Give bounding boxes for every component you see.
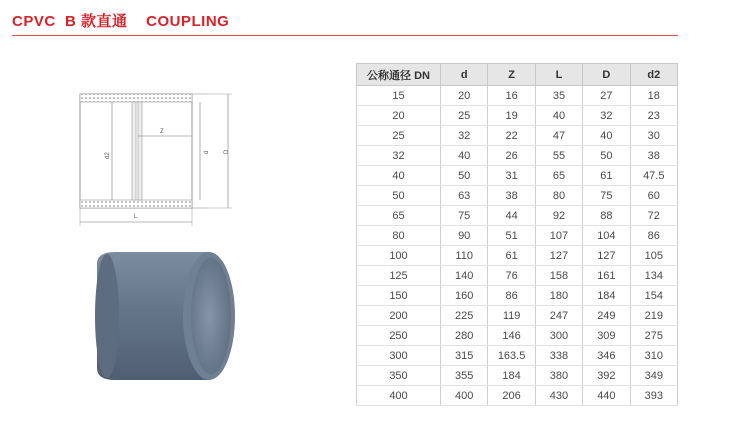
cell-dn: 65: [357, 206, 441, 226]
cell-l: 107: [535, 226, 582, 246]
title-divider: [12, 35, 678, 36]
cell-z: 184: [488, 366, 535, 386]
cell-D: 440: [583, 386, 630, 406]
cell-d: 140: [441, 266, 488, 286]
coupling-section-drawing: [60, 88, 250, 238]
cell-d: 75: [441, 206, 488, 226]
cell-d2: 219: [630, 306, 677, 326]
cell-D: 27: [583, 86, 630, 106]
cell-l: 55: [535, 146, 582, 166]
cell-l: 380: [535, 366, 582, 386]
center-stop-right: [138, 102, 142, 200]
cell-d2: 30: [630, 126, 677, 146]
table-row: [357, 266, 678, 286]
cell-d2: 105: [630, 246, 677, 266]
cell-d: 280: [441, 326, 488, 346]
cell-dn: 32: [357, 146, 441, 166]
cell-l: 300: [535, 326, 582, 346]
cell-d2: 60: [630, 186, 677, 206]
col-header-D: D: [583, 64, 630, 86]
cell-l: 338: [535, 346, 582, 366]
table-row: [357, 206, 678, 226]
table-row: [357, 146, 678, 166]
cell-dn: 200: [357, 306, 441, 326]
cell-dn: 15: [357, 86, 441, 106]
cell-D: 88: [583, 206, 630, 226]
cell-l: 158: [535, 266, 582, 286]
cell-l: 247: [535, 306, 582, 326]
cell-z: 38: [488, 186, 535, 206]
coupling-left-end: [95, 254, 119, 378]
col-header-d2: d2: [630, 64, 677, 86]
table-row: [357, 346, 678, 366]
cell-d2: 38: [630, 146, 677, 166]
cell-d2: 23: [630, 106, 677, 126]
table-row: [357, 326, 678, 346]
cell-z: 163.5: [488, 346, 535, 366]
cell-D: 309: [583, 326, 630, 346]
table-row: [357, 306, 678, 326]
table-row: [357, 86, 678, 106]
cell-D: 161: [583, 266, 630, 286]
cell-D: 32: [583, 106, 630, 126]
cell-z: 119: [488, 306, 535, 326]
cell-d2: 86: [630, 226, 677, 246]
cell-l: 35: [535, 86, 582, 106]
page-title: CPVC B 款直通 COUPLING: [12, 13, 230, 30]
cell-d: 40: [441, 146, 488, 166]
bottom-wall-hatch: [80, 200, 192, 208]
cell-l: 65: [535, 166, 582, 186]
cell-dn: 100: [357, 246, 441, 266]
cell-d: 225: [441, 306, 488, 326]
table-row: [357, 186, 678, 206]
cell-d2: 72: [630, 206, 677, 226]
cell-d: 315: [441, 346, 488, 366]
cell-D: 50: [583, 146, 630, 166]
cell-dn: 50: [357, 186, 441, 206]
col-header-dn: 公称通径 DN: [357, 64, 441, 86]
table-row: [357, 366, 678, 386]
cell-dn: 400: [357, 386, 441, 406]
cell-l: 127: [535, 246, 582, 266]
cell-D: 184: [583, 286, 630, 306]
cell-dn: 25: [357, 126, 441, 146]
table-row: [357, 226, 678, 246]
cell-z: 51: [488, 226, 535, 246]
d-label: d: [204, 150, 210, 154]
cell-d2: 154: [630, 286, 677, 306]
cell-z: 44: [488, 206, 535, 226]
coupling-opening: [191, 258, 231, 374]
cell-dn: 20: [357, 106, 441, 126]
cell-dn: 350: [357, 366, 441, 386]
cell-z: 61: [488, 246, 535, 266]
cell-d: 32: [441, 126, 488, 146]
table-row: [357, 286, 678, 306]
cell-d: 110: [441, 246, 488, 266]
cell-D: 104: [583, 226, 630, 246]
table-row: [357, 106, 678, 126]
col-header-d: d: [441, 64, 488, 86]
cell-d: 160: [441, 286, 488, 306]
table-header-row: [357, 64, 678, 86]
table-row: [357, 166, 678, 186]
cell-d2: 393: [630, 386, 677, 406]
cell-d2: 275: [630, 326, 677, 346]
cell-d2: 18: [630, 86, 677, 106]
cell-D: 75: [583, 186, 630, 206]
table-row: [357, 126, 678, 146]
cell-dn: 300: [357, 346, 441, 366]
cell-l: 47: [535, 126, 582, 146]
coupling-product-image: [85, 242, 240, 392]
cell-dn: 125: [357, 266, 441, 286]
cell-D: 346: [583, 346, 630, 366]
L-label: L: [134, 214, 138, 220]
cell-d: 90: [441, 226, 488, 246]
table-row: [357, 386, 678, 406]
cell-dn: 150: [357, 286, 441, 306]
cell-z: 206: [488, 386, 535, 406]
col-header-l: L: [535, 64, 582, 86]
cell-z: 22: [488, 126, 535, 146]
cell-d: 400: [441, 386, 488, 406]
cell-z: 146: [488, 326, 535, 346]
cell-z: 31: [488, 166, 535, 186]
cell-z: 76: [488, 266, 535, 286]
col-header-z: Z: [488, 64, 535, 86]
cell-z: 86: [488, 286, 535, 306]
cell-l: 40: [535, 106, 582, 126]
cell-z: 16: [488, 86, 535, 106]
cell-d2: 349: [630, 366, 677, 386]
cell-D: 392: [583, 366, 630, 386]
cell-d2: 47.5: [630, 166, 677, 186]
spec-table: [356, 63, 678, 406]
cell-z: 19: [488, 106, 535, 126]
cell-l: 92: [535, 206, 582, 226]
D-label: D: [224, 149, 230, 154]
cell-l: 180: [535, 286, 582, 306]
cell-D: 127: [583, 246, 630, 266]
cell-D: 249: [583, 306, 630, 326]
table-row: [357, 246, 678, 266]
cell-d: 20: [441, 86, 488, 106]
cell-d: 355: [441, 366, 488, 386]
cell-z: 26: [488, 146, 535, 166]
cell-d: 50: [441, 166, 488, 186]
cell-l: 80: [535, 186, 582, 206]
cell-dn: 80: [357, 226, 441, 246]
cell-D: 61: [583, 166, 630, 186]
table-body: [357, 86, 678, 406]
cell-d: 25: [441, 106, 488, 126]
cell-dn: 40: [357, 166, 441, 186]
cell-D: 40: [583, 126, 630, 146]
cell-d2: 310: [630, 346, 677, 366]
cell-l: 430: [535, 386, 582, 406]
cell-dn: 250: [357, 326, 441, 346]
center-stop-left: [132, 102, 136, 200]
d2-label: d2: [105, 152, 111, 159]
cell-d2: 134: [630, 266, 677, 286]
z-label: Z: [160, 129, 164, 135]
cell-d: 63: [441, 186, 488, 206]
top-wall-hatch: [80, 94, 192, 102]
